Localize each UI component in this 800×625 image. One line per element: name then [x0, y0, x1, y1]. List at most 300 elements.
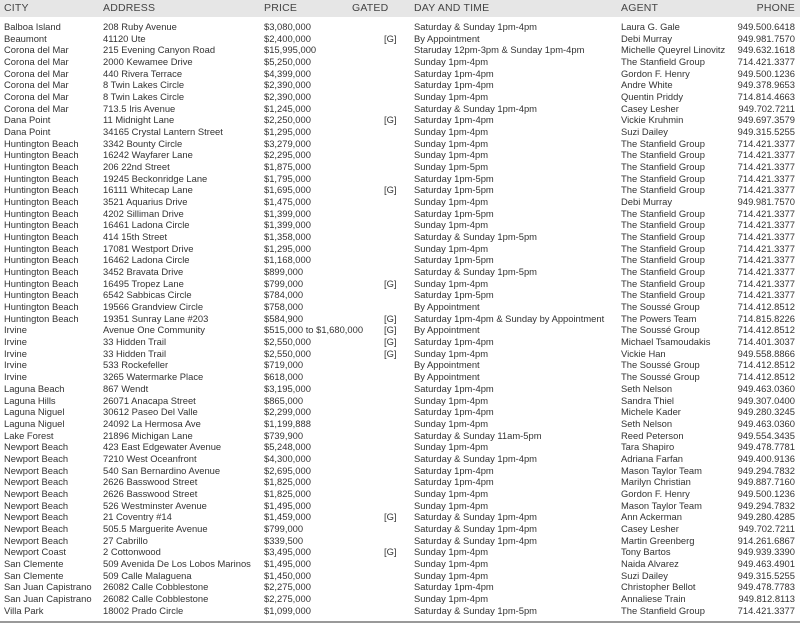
cell-address: 24092 La Hermosa Ave [103, 417, 201, 429]
cell-phone: 714.421.3377 [737, 219, 795, 231]
cell-day-time: Saturday 1pm-5pm [414, 184, 494, 196]
cell-day-time: Sunday 1pm-4pm [414, 56, 488, 68]
cell-address: 21896 Michigan Lane [103, 429, 193, 441]
table-row[interactable] [0, 406, 800, 418]
cell-day-time: Saturday 1pm-4pm [414, 581, 494, 593]
table-row[interactable] [0, 371, 800, 383]
cell-agent: The Stanfield Group [621, 149, 705, 161]
column-header-day-time[interactable]: DAY AND TIME [414, 2, 490, 14]
cell-phone: 714.421.3377 [737, 266, 795, 278]
cell-day-time: Saturday 1pm-5pm [414, 172, 494, 184]
table-row[interactable] [0, 266, 800, 278]
cell-price: $1,450,000 [264, 569, 311, 581]
cell-address: 414 15th Street [103, 231, 168, 243]
cell-address: 26082 Calle Cobblestone [103, 581, 209, 593]
cell-address: 19566 Grandview Circle [103, 301, 204, 313]
cell-day-time: Saturday & Sunday 1pm-5pm [414, 266, 537, 278]
table-row[interactable] [0, 184, 800, 196]
cell-address: 8 Twin Lakes Circle [103, 91, 185, 103]
cell-city: Newport Beach [4, 487, 69, 499]
cell-phone: 714.421.3377 [737, 56, 795, 68]
cell-day-time: Sunday 1pm-4pm [414, 592, 488, 604]
cell-city: San Juan Capistrano [4, 592, 92, 604]
cell-phone: 714.421.3377 [737, 184, 795, 196]
cell-day-time: Saturday & Sunday 11am-5pm [414, 429, 542, 441]
cell-phone: 949.378.9653 [737, 79, 795, 91]
cell-phone: 714.421.3377 [737, 161, 795, 173]
table-row[interactable] [0, 103, 800, 115]
cell-agent: Seth Nelson [621, 417, 673, 429]
table-row[interactable] [0, 231, 800, 243]
table-row[interactable] [0, 476, 800, 488]
cell-price: $5,248,000 [264, 441, 311, 453]
cell-day-time: Saturday 1pm-4pm [414, 114, 494, 126]
cell-price: $339,500 [264, 534, 304, 546]
cell-agent: Quentin Priddy [621, 91, 684, 103]
cell-price: $1,399,000 [264, 219, 311, 231]
cell-day-time: Saturday & Sunday 1pm-5pm [414, 231, 537, 243]
cell-address: 26071 Anacapa Street [103, 394, 196, 406]
cell-phone: 714.401.3037 [737, 336, 795, 348]
cell-agent: Tara Shapiro [621, 441, 675, 453]
cell-phone: 949.280.3245 [737, 406, 795, 418]
table-row[interactable] [0, 581, 800, 593]
cell-day-time: Saturday & Sunday 1pm-4pm [414, 534, 537, 546]
cell-price: $739,900 [264, 429, 304, 441]
cell-price: $3,195,000 [264, 382, 311, 394]
open-house-listings-table [0, 21, 800, 616]
cell-city: Newport Beach [4, 464, 69, 476]
column-header-agent[interactable]: AGENT [621, 2, 659, 14]
cell-agent: Suzi Dailey [621, 126, 668, 138]
cell-day-time: Saturday & Sunday 1pm-5pm [414, 604, 537, 616]
cell-agent: The Stanfield Group [621, 161, 705, 173]
table-row[interactable] [0, 196, 800, 208]
table-row[interactable] [0, 383, 800, 395]
cell-agent: Michael Tsamoudakis [621, 336, 711, 348]
cell-city: Newport Beach [4, 522, 69, 534]
table-row[interactable] [0, 523, 800, 535]
cell-price: $3,279,000 [264, 137, 311, 149]
cell-price: $1,795,000 [264, 172, 311, 184]
cell-agent: The Stanfield Group [621, 231, 705, 243]
cell-city: Corona del Mar [4, 102, 69, 114]
cell-address: 34165 Crystal Lantern Street [103, 126, 223, 138]
cell-price: $2,250,000 [264, 114, 311, 126]
cell-day-time: Saturday 1pm-5pm [414, 207, 494, 219]
cell-agent: Mason Taylor Team [621, 499, 702, 511]
cell-agent: The Stanfield Group [621, 137, 705, 149]
cell-price: $2,695,000 [264, 464, 311, 476]
cell-phone: 949.702.7211 [738, 102, 795, 114]
cell-city: San Juan Capistrano [4, 581, 92, 593]
cell-phone: 949.500.6418 [737, 21, 795, 32]
cell-gated: [G] [384, 312, 397, 324]
cell-agent: Debi Murray [621, 196, 673, 208]
table-row[interactable] [0, 44, 800, 56]
cell-city: Huntington Beach [4, 312, 79, 324]
table-row[interactable] [0, 570, 800, 582]
table-row[interactable] [0, 301, 800, 313]
table-row[interactable] [0, 348, 800, 360]
cell-address: 208 Ruby Avenue [103, 21, 177, 32]
table-row[interactable] [0, 33, 800, 45]
cell-city: Balboa Island [4, 21, 61, 32]
cell-day-time: Sunday 1pm-4pm [414, 126, 488, 138]
cell-day-time: Sunday 1pm-4pm [414, 569, 488, 581]
cell-phone: 714.412.8512 [737, 301, 795, 313]
cell-phone: 949.463.0360 [737, 417, 795, 429]
cell-phone: 714.421.3377 [737, 254, 795, 266]
cell-address: 3521 Aquarius Drive [103, 196, 188, 208]
cell-address: 33 Hidden Trail [103, 336, 167, 348]
cell-agent: Debi Murray [621, 32, 673, 44]
cell-phone: 949.478.7783 [737, 581, 795, 593]
cell-city: Newport Beach [4, 511, 69, 523]
cell-day-time: Saturday 1pm-5pm [414, 254, 494, 266]
table-row[interactable] [0, 465, 800, 477]
cell-phone: 714.421.3377 [737, 207, 795, 219]
column-header-gated[interactable]: GATED [352, 2, 389, 14]
cell-price: $799,000 [264, 522, 304, 534]
cell-phone: 714.421.3377 [737, 149, 795, 161]
cell-address: 867 Wendt [103, 382, 149, 394]
cell-agent: Casey Lesher [621, 102, 679, 114]
cell-address: 2626 Basswood Street [103, 487, 198, 499]
cell-agent: The Stanfield Group [621, 172, 705, 184]
cell-gated: [G] [384, 511, 397, 523]
cell-city: Huntington Beach [4, 161, 79, 173]
table-row[interactable] [0, 254, 800, 266]
table-row[interactable] [0, 79, 800, 91]
table-row[interactable] [0, 56, 800, 68]
cell-address: 17081 Westport Drive [103, 242, 194, 254]
cell-address: 33 Hidden Trail [103, 347, 167, 359]
cell-phone: 914.261.6867 [737, 534, 795, 546]
table-row[interactable] [0, 500, 800, 512]
cell-city: Irvine [4, 371, 27, 383]
cell-day-time: By Appointment [414, 359, 480, 371]
cell-agent: Adriana Farfan [621, 452, 684, 464]
cell-city: Dana Point [4, 126, 51, 138]
cell-price: $2,275,000 [264, 581, 311, 593]
cell-address: 19245 Beckonridge Lane [103, 172, 208, 184]
cell-city: Huntington Beach [4, 277, 79, 289]
cell-day-time: By Appointment [414, 301, 480, 313]
cell-day-time: Saturday & Sunday 1pm-4pm [414, 102, 537, 114]
cell-phone: 949.812.8113 [738, 592, 795, 604]
cell-day-time: Sunday 1pm-4pm [414, 242, 488, 254]
cell-city: Huntington Beach [4, 289, 79, 301]
cell-city: Beaumont [4, 32, 47, 44]
cell-day-time: Saturday & Sunday 1pm-4pm [414, 21, 537, 32]
table-row[interactable] [0, 546, 800, 558]
cell-price: $865,000 [264, 394, 304, 406]
cell-city: Newport Beach [4, 441, 69, 453]
cell-address: 30612 Paseo Del Valle [103, 406, 198, 418]
cell-agent: The Stanfield Group [621, 604, 705, 616]
cell-day-time: Saturday 1pm-4pm [414, 464, 494, 476]
cell-address: 2626 Basswood Street [103, 476, 198, 488]
cell-agent: The Stanfield Group [621, 56, 705, 68]
table-row[interactable] [0, 313, 800, 325]
cell-address: 41120 Ute [103, 32, 146, 44]
cell-price: $2,550,000 [264, 347, 311, 359]
cell-agent: The Stanfield Group [621, 289, 705, 301]
table-row[interactable] [0, 114, 800, 126]
cell-city: Corona del Mar [4, 79, 69, 91]
cell-city: Villa Park [4, 604, 44, 616]
cell-agent: Michele Kader [621, 406, 681, 418]
cell-city: Newport Beach [4, 534, 69, 546]
cell-address: 19351 Sunray Lane #203 [103, 312, 209, 324]
cell-phone: 949.294.7832 [737, 499, 795, 511]
cell-price: $719,000 [264, 359, 304, 371]
table-row[interactable] [0, 149, 800, 161]
column-header-phone[interactable]: PHONE [756, 2, 795, 14]
cell-price: $4,399,000 [264, 67, 311, 79]
cell-price: $5,250,000 [264, 56, 311, 68]
cell-agent: The Powers Team [621, 312, 697, 324]
table-row[interactable] [0, 324, 800, 336]
table-row[interactable] [0, 605, 800, 617]
table-row[interactable] [0, 395, 800, 407]
cell-agent: The Stanfield Group [621, 219, 705, 231]
cell-address: 713.5 Iris Avenue [103, 102, 176, 114]
cell-city: Huntington Beach [4, 196, 79, 208]
cell-city: Huntington Beach [4, 207, 79, 219]
cell-city: Irvine [4, 324, 27, 336]
cell-day-time: Sunday 1pm-4pm [414, 487, 488, 499]
cell-agent: Seth Nelson [621, 382, 673, 394]
table-row[interactable] [0, 289, 800, 301]
cell-address: 423 East Edgewater Avenue [103, 441, 222, 453]
cell-phone: 949.500.1236 [737, 487, 795, 499]
column-header-price[interactable]: PRICE [264, 2, 298, 14]
cell-day-time: By Appointment [414, 371, 480, 383]
cell-address: 2000 Kewamee Drive [103, 56, 193, 68]
cell-city: Lake Forest [4, 429, 54, 441]
cell-day-time: Sunday 1pm-5pm [414, 161, 488, 173]
cell-day-time: Saturday 1pm-5pm [414, 289, 494, 301]
cell-agent: The Stanfield Group [621, 266, 705, 278]
cell-city: Dana Point [4, 114, 51, 126]
cell-phone: 949.981.7570 [737, 196, 795, 208]
cell-price: $1,875,000 [264, 161, 311, 173]
cell-city: Newport Beach [4, 499, 69, 511]
cell-city: San Clemente [4, 569, 64, 581]
cell-agent: The Stanfield Group [621, 184, 705, 196]
cell-price: $1,245,000 [264, 102, 311, 114]
cell-day-time: Saturday 1pm-4pm [414, 79, 494, 91]
cell-phone: 714.421.3377 [737, 604, 795, 616]
cell-gated: [G] [384, 277, 397, 289]
table-row[interactable] [0, 593, 800, 605]
cell-day-time: Sunday 1pm-4pm [414, 137, 488, 149]
cell-address: 206 22nd Street [103, 161, 170, 173]
bottom-divider [0, 621, 800, 623]
cell-price: $1,295,000 [264, 126, 311, 138]
cell-agent: The Stanfield Group [621, 254, 705, 266]
cell-day-time: By Appointment [414, 32, 480, 44]
table-row[interactable] [0, 558, 800, 570]
cell-agent: Suzi Dailey [621, 569, 668, 581]
cell-day-time: Saturday & Sunday 1pm-4pm [414, 452, 537, 464]
cell-phone: 949.463.0360 [737, 382, 795, 394]
cell-phone: 949.554.3435 [737, 429, 795, 441]
cell-agent: Mason Taylor Team [621, 464, 702, 476]
cell-price: $1,825,000 [264, 487, 311, 499]
cell-price: $2,390,000 [264, 79, 311, 91]
cell-city: Corona del Mar [4, 91, 69, 103]
cell-agent: The Stanfield Group [621, 207, 705, 219]
cell-day-time: Sunday 1pm-4pm [414, 546, 488, 558]
cell-agent: Laura G. Gale [621, 21, 680, 32]
table-row[interactable] [0, 208, 800, 220]
cell-phone: 714.815.8226 [737, 312, 795, 324]
cell-phone: 949.315.5255 [737, 569, 795, 581]
cell-agent: The Soussé Group [621, 324, 700, 336]
cell-address: 3452 Bravata Drive [103, 266, 184, 278]
cell-address: 21 Coventry #14 [103, 511, 172, 523]
cell-agent: Annaliese Train [621, 592, 686, 604]
cell-agent: The Stanfield Group [621, 242, 705, 254]
cell-city: Huntington Beach [4, 231, 79, 243]
cell-agent: Gordon F. Henry [621, 67, 690, 79]
cell-phone: 949.939.3390 [737, 546, 795, 558]
cell-price: $784,000 [264, 289, 304, 301]
cell-address: 26082 Calle Cobblestone [103, 592, 209, 604]
table-row[interactable] [0, 243, 800, 255]
cell-phone: 714.421.3377 [737, 137, 795, 149]
cell-price: $1,358,000 [264, 231, 311, 243]
cell-city: Huntington Beach [4, 149, 79, 161]
cell-gated: [G] [384, 114, 397, 126]
cell-address: 509 Calle Malaguena [103, 569, 192, 581]
table-row[interactable] [0, 336, 800, 348]
cell-day-time: By Appointment [414, 324, 480, 336]
cell-agent: Gordon F. Henry [621, 487, 690, 499]
cell-price: $1,199,888 [264, 417, 311, 429]
cell-price: $2,295,000 [264, 149, 311, 161]
cell-phone: 714.412.8512 [737, 371, 795, 383]
cell-agent: Casey Lesher [621, 522, 679, 534]
table-row[interactable] [0, 173, 800, 185]
cell-address: 7210 West Oceanfront [103, 452, 197, 464]
cell-phone: 714.814.4663 [737, 91, 795, 103]
cell-city: San Clemente [4, 557, 64, 569]
cell-day-time: Sunday 1pm-4pm [414, 557, 488, 569]
cell-gated: [G] [384, 324, 397, 336]
cell-gated: [G] [384, 546, 397, 558]
cell-address: 533 Rockefeller [103, 359, 169, 371]
table-row[interactable] [0, 126, 800, 138]
table-row[interactable] [0, 68, 800, 80]
table-row[interactable] [0, 161, 800, 173]
cell-price: $584,900 [264, 312, 304, 324]
column-header-city[interactable]: CITY [4, 2, 29, 14]
table-row[interactable] [0, 278, 800, 290]
table-row[interactable] [0, 511, 800, 523]
cell-price: $1,459,000 [264, 511, 311, 523]
cell-day-time: Sunday 1pm-4pm [414, 394, 488, 406]
cell-agent: Michelle Queyrel Linovitz [621, 44, 726, 56]
cell-address: 526 Westminster Avenue [103, 499, 207, 511]
cell-price: $3,080,000 [264, 21, 311, 32]
cell-agent: The Stanfield Group [621, 277, 705, 289]
cell-phone: 714.412.8512 [737, 359, 795, 371]
cell-city: Corona del Mar [4, 56, 69, 68]
cell-agent: Andre White [621, 79, 673, 91]
cell-address: 16461 Ladona Circle [103, 219, 190, 231]
cell-phone: 714.421.3377 [737, 277, 795, 289]
cell-price: $3,495,000 [264, 546, 311, 558]
cell-agent: Reed Peterson [621, 429, 684, 441]
table-row[interactable] [0, 488, 800, 500]
cell-price: $15,995,000 [264, 44, 317, 56]
cell-address: 16462 Ladona Circle [103, 254, 190, 266]
cell-city: Huntington Beach [4, 254, 79, 266]
table-row[interactable] [0, 219, 800, 231]
cell-day-time: Sunday 1pm-4pm [414, 196, 488, 208]
cell-phone: 714.412.8512 [737, 324, 795, 336]
cell-phone: 949.307.0400 [737, 394, 795, 406]
cell-phone: 714.421.3377 [737, 242, 795, 254]
cell-day-time: Saturday 1pm-4pm [414, 67, 494, 79]
cell-address: 509 Avenida De Los Lobos Marinos [103, 557, 251, 569]
cell-agent: Tony Bartos [621, 546, 671, 558]
cell-city: Newport Beach [4, 452, 69, 464]
cell-city: Corona del Mar [4, 67, 69, 79]
cell-city: Huntington Beach [4, 137, 79, 149]
cell-price: $1,495,000 [264, 557, 311, 569]
table-row[interactable] [0, 138, 800, 150]
cell-agent: Christopher Bellot [621, 581, 696, 593]
column-header-address[interactable]: ADDRESS [103, 2, 156, 14]
cell-day-time: Saturday & Sunday 1pm-4pm [414, 511, 537, 523]
table-row[interactable] [0, 91, 800, 103]
cell-address: 27 Cabrillo [103, 534, 148, 546]
cell-phone: 949.632.1618 [737, 44, 795, 56]
table-row[interactable] [0, 535, 800, 547]
cell-city: Irvine [4, 336, 27, 348]
cell-price: $1,495,000 [264, 499, 311, 511]
cell-agent: The Soussé Group [621, 301, 700, 313]
table-row[interactable] [0, 441, 800, 453]
cell-day-time: Saturday 1pm-4pm [414, 382, 494, 394]
cell-day-time: Staruday 12pm-3pm & Sunday 1pm-4pm [414, 44, 585, 56]
table-row[interactable] [0, 453, 800, 465]
cell-city: Newport Beach [4, 476, 69, 488]
cell-address: 540 San Bernardino Avenue [103, 464, 221, 476]
cell-day-time: Saturday 1pm-4pm & Sunday by Appointment [414, 312, 605, 324]
table-row[interactable] [0, 418, 800, 430]
table-row[interactable] [0, 430, 800, 442]
cell-agent: Naida Alvarez [621, 557, 679, 569]
cell-price: $2,390,000 [264, 91, 311, 103]
cell-day-time: Saturday 1pm-4pm [414, 406, 494, 418]
cell-city: Huntington Beach [4, 219, 79, 231]
cell-price: $758,000 [264, 301, 304, 313]
table-row[interactable] [0, 21, 800, 33]
cell-phone: 949.887.7160 [737, 476, 795, 488]
cell-day-time: Sunday 1pm-4pm [414, 417, 488, 429]
table-header [0, 0, 800, 17]
cell-agent: Sandra Thiel [621, 394, 674, 406]
cell-gated: [G] [384, 184, 397, 196]
table-row[interactable] [0, 359, 800, 371]
cell-gated: [G] [384, 336, 397, 348]
